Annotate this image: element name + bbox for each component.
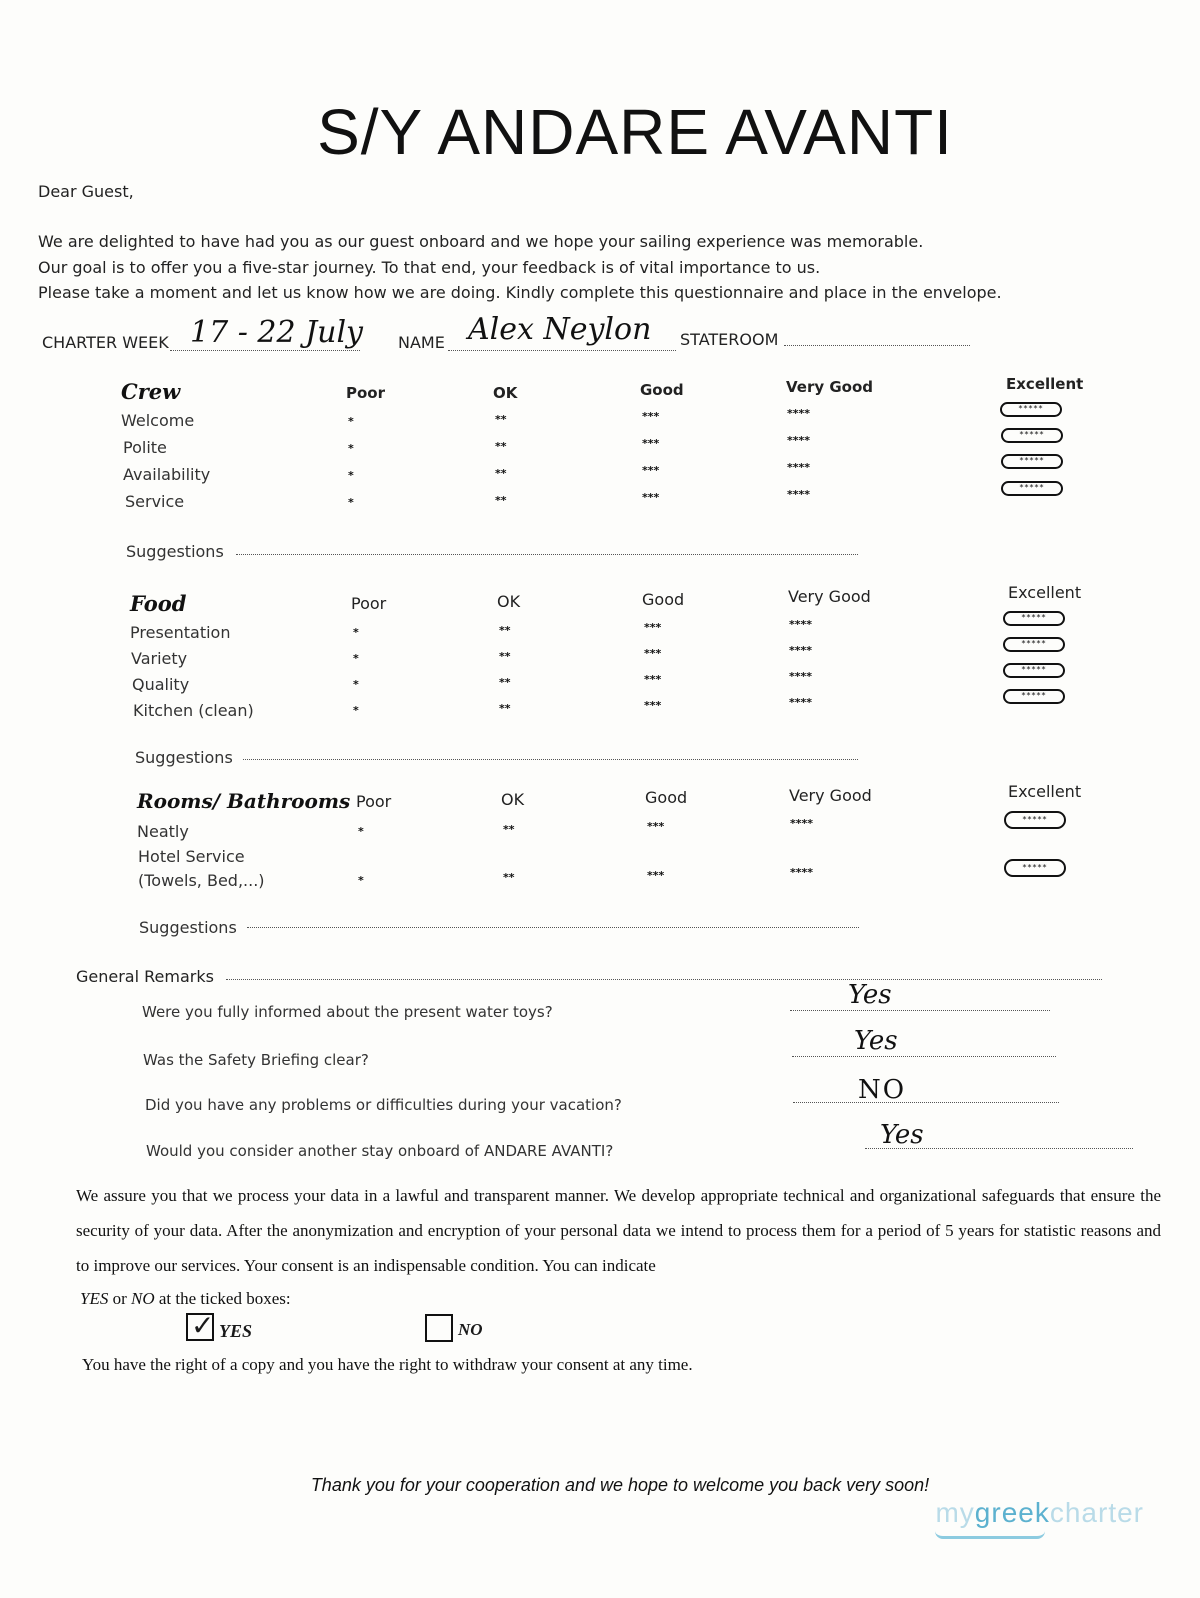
greeting: Dear Guest, [38, 182, 134, 201]
rating-option-poor[interactable]: * [353, 678, 359, 691]
row-label-towels-bed: (Towels, Bed,...) [138, 871, 265, 890]
rating-option-very-good[interactable]: **** [787, 488, 811, 501]
watermark-middle: greek [974, 1497, 1050, 1528]
rating-option-excellent-selected[interactable]: ***** [1001, 428, 1063, 443]
rating-option-good[interactable]: *** [642, 464, 660, 477]
rating-option-excellent-selected[interactable]: ***** [1003, 611, 1065, 626]
col-ok: OK [497, 592, 521, 611]
thank-you-text: Thank you for your cooperation and we hope to welcome you back very soon! [310, 1475, 930, 1495]
col-poor: Poor [346, 384, 386, 402]
row-label-hotel-service: Hotel Service [138, 847, 245, 866]
rating-option-excellent-selected[interactable]: ***** [1001, 481, 1063, 496]
col-poor: Poor [351, 594, 387, 613]
charter-week-value[interactable]: 17 - 22 July [190, 315, 363, 350]
answer-line-safety-briefing [792, 1056, 1056, 1057]
charter-week-label: CHARTER WEEK [42, 333, 169, 352]
rating-option-poor[interactable]: * [353, 652, 359, 665]
consent-text: We assure you that we process your data in a lawful and transparent manner. We develop appropriate technical and organizational safeguards that ensure the security of your data. After the anonymization and encryption of your personal data we intend to process them for a period of 5 years for statistic reasons and to improve our services. Your consent is an indispensable condition. You can indicate [76, 1186, 1161, 1275]
charter-week-dots [170, 350, 360, 351]
consent-instruction [80, 1289, 291, 1309]
consent-yes-checkbox[interactable] [186, 1309, 215, 1342]
consent-yes-label: YES [219, 1321, 253, 1341]
suggestions-label-crew: Suggestions [126, 542, 224, 561]
rating-option-excellent-selected[interactable]: ***** [1003, 637, 1065, 652]
question-safety-briefing: Was the Safety Briefing clear? [143, 1051, 369, 1069]
section-title-crew: Crew [121, 379, 181, 404]
document-title: S/Y ANDARE AVANTI [317, 96, 953, 168]
rating-option-very-good[interactable]: **** [789, 618, 813, 631]
stateroom-dots [784, 345, 970, 346]
row-label-variety: Variety [131, 649, 188, 668]
rating-option-very-good[interactable]: **** [790, 866, 814, 879]
rating-option-very-good[interactable]: **** [787, 434, 811, 447]
rating-option-good[interactable]: *** [642, 410, 660, 423]
col-ok: OK [493, 384, 518, 402]
rating-option-ok[interactable]: ** [495, 440, 507, 453]
answer-safety-briefing[interactable]: Yes [854, 1026, 898, 1056]
watermark-suffix: charter [1049, 1497, 1144, 1528]
rating-option-very-good[interactable]: **** [789, 670, 813, 683]
suggestions-label-rooms: Suggestions [139, 918, 237, 937]
rating-option-good[interactable]: *** [647, 820, 665, 833]
rating-option-ok[interactable]: ** [499, 702, 511, 715]
rating-option-very-good[interactable]: **** [790, 817, 814, 830]
answer-line-water-toys [790, 1010, 1050, 1011]
rating-option-ok[interactable]: ** [499, 676, 511, 689]
consent-instruction-tail: at the ticked boxes: [154, 1289, 291, 1308]
watermark-logo [935, 1497, 1144, 1529]
rating-option-poor[interactable]: * [353, 626, 359, 639]
consent-instruction-yes: YES [80, 1289, 109, 1308]
rating-option-good[interactable]: *** [647, 869, 665, 882]
suggestions-field-rooms[interactable] [247, 927, 859, 928]
rating-option-poor[interactable]: * [348, 496, 354, 509]
rating-option-good[interactable]: *** [642, 491, 660, 504]
col-good: Good [640, 381, 684, 399]
rating-option-very-good[interactable]: **** [789, 644, 813, 657]
consent-instruction-no: NO [131, 1289, 155, 1308]
rating-option-good[interactable]: *** [642, 437, 660, 450]
rating-option-good[interactable]: *** [644, 621, 662, 634]
rating-option-excellent-selected[interactable]: ***** [1004, 811, 1066, 829]
section-title-food: Food [130, 591, 187, 616]
checkmark-icon: ✓ [191, 1309, 215, 1342]
rating-option-poor[interactable]: * [358, 825, 364, 838]
rating-option-good[interactable]: *** [644, 673, 662, 686]
general-remarks-field[interactable] [226, 979, 1102, 980]
rating-option-very-good[interactable]: **** [787, 461, 811, 474]
col-excellent: Excellent [1008, 782, 1082, 801]
row-label-kitchen: Kitchen (clean) [133, 701, 254, 720]
answer-problems[interactable]: NO [858, 1075, 907, 1105]
stateroom-label: STATEROOM [680, 330, 779, 349]
rating-option-ok[interactable]: ** [495, 494, 507, 507]
intro-line-3: Please take a moment and let us know how we are doing. Kindly complete this questionnaire and place in the envelope. [38, 283, 1002, 302]
rating-option-excellent-selected[interactable]: ***** [1001, 454, 1063, 469]
row-label-welcome: Welcome [121, 411, 195, 430]
col-good: Good [645, 788, 688, 807]
answer-water-toys[interactable]: Yes [848, 980, 892, 1010]
suggestions-field-food[interactable] [243, 759, 858, 760]
row-label-presentation: Presentation [130, 623, 231, 642]
rating-option-excellent-selected[interactable]: ***** [1004, 859, 1066, 877]
rating-option-excellent-selected[interactable]: ***** [1003, 663, 1065, 678]
rating-option-poor[interactable]: * [358, 874, 364, 887]
answer-another-stay[interactable]: Yes [880, 1120, 924, 1150]
rating-option-ok[interactable]: ** [495, 413, 507, 426]
name-dots [448, 350, 676, 351]
col-ok: OK [501, 790, 525, 809]
section-title-rooms: Rooms/ Bathrooms [137, 789, 351, 813]
suggestions-field-crew[interactable] [236, 554, 858, 555]
col-excellent: Excellent [1006, 375, 1084, 393]
rating-option-ok[interactable]: ** [503, 871, 515, 884]
rating-option-excellent-selected[interactable]: ***** [1000, 402, 1062, 417]
row-label-polite: Polite [123, 438, 167, 457]
intro-line-1: We are delighted to have had you as our guest onboard and we hope your sailing experience was memorable. [38, 232, 924, 251]
col-poor: Poor [356, 792, 392, 811]
rating-option-good[interactable]: *** [644, 647, 662, 660]
col-good: Good [642, 590, 685, 609]
rating-option-poor[interactable]: * [348, 415, 354, 428]
rating-option-very-good[interactable]: **** [787, 407, 811, 420]
rating-option-ok[interactable]: ** [499, 624, 511, 637]
watermark-wave-icon [935, 1531, 1045, 1539]
name-label: NAME [398, 333, 445, 352]
rating-option-poor[interactable]: * [348, 469, 354, 482]
question-another-stay: Would you consider another stay onboard of ANDARE AVANTI? [146, 1142, 614, 1160]
rating-option-excellent-selected[interactable]: ***** [1003, 689, 1065, 704]
question-problems: Did you have any problems or difficulties during your vacation? [145, 1096, 622, 1114]
name-value[interactable]: Alex Neylon [468, 312, 652, 347]
watermark-prefix: my [935, 1497, 975, 1528]
general-remarks-label: General Remarks [76, 967, 214, 986]
answer-line-problems [793, 1102, 1059, 1103]
col-very-good: Very Good [788, 587, 871, 606]
suggestions-label-food: Suggestions [135, 748, 233, 767]
col-excellent: Excellent [1008, 583, 1082, 602]
col-very-good: Very Good [786, 378, 874, 396]
rating-option-ok[interactable]: ** [503, 823, 515, 836]
row-label-neatly: Neatly [137, 822, 189, 841]
consent-no-checkbox[interactable] [425, 1314, 453, 1342]
consent-instruction-or: or [108, 1289, 132, 1308]
rating-option-ok[interactable]: ** [499, 650, 511, 663]
rating-option-ok[interactable]: ** [495, 467, 507, 480]
row-label-quality: Quality [132, 675, 190, 694]
row-label-service: Service [125, 492, 185, 511]
rating-option-very-good[interactable]: **** [789, 696, 813, 709]
col-very-good: Very Good [789, 786, 872, 805]
question-water-toys: Were you fully informed about the present water toys? [142, 1003, 553, 1021]
rating-option-poor[interactable]: * [348, 442, 354, 455]
rating-option-poor[interactable]: * [353, 704, 359, 717]
consent-no-label: NO [458, 1320, 483, 1339]
withdraw-text: You have the right of a copy and you have the right to withdraw your consent at any time. [82, 1355, 693, 1374]
rating-option-good[interactable]: *** [644, 699, 662, 712]
intro-line-2: Our goal is to offer you a five-star journey. To that end, your feedback is of vital importance to us. [38, 258, 821, 277]
row-label-availability: Availability [123, 465, 211, 484]
